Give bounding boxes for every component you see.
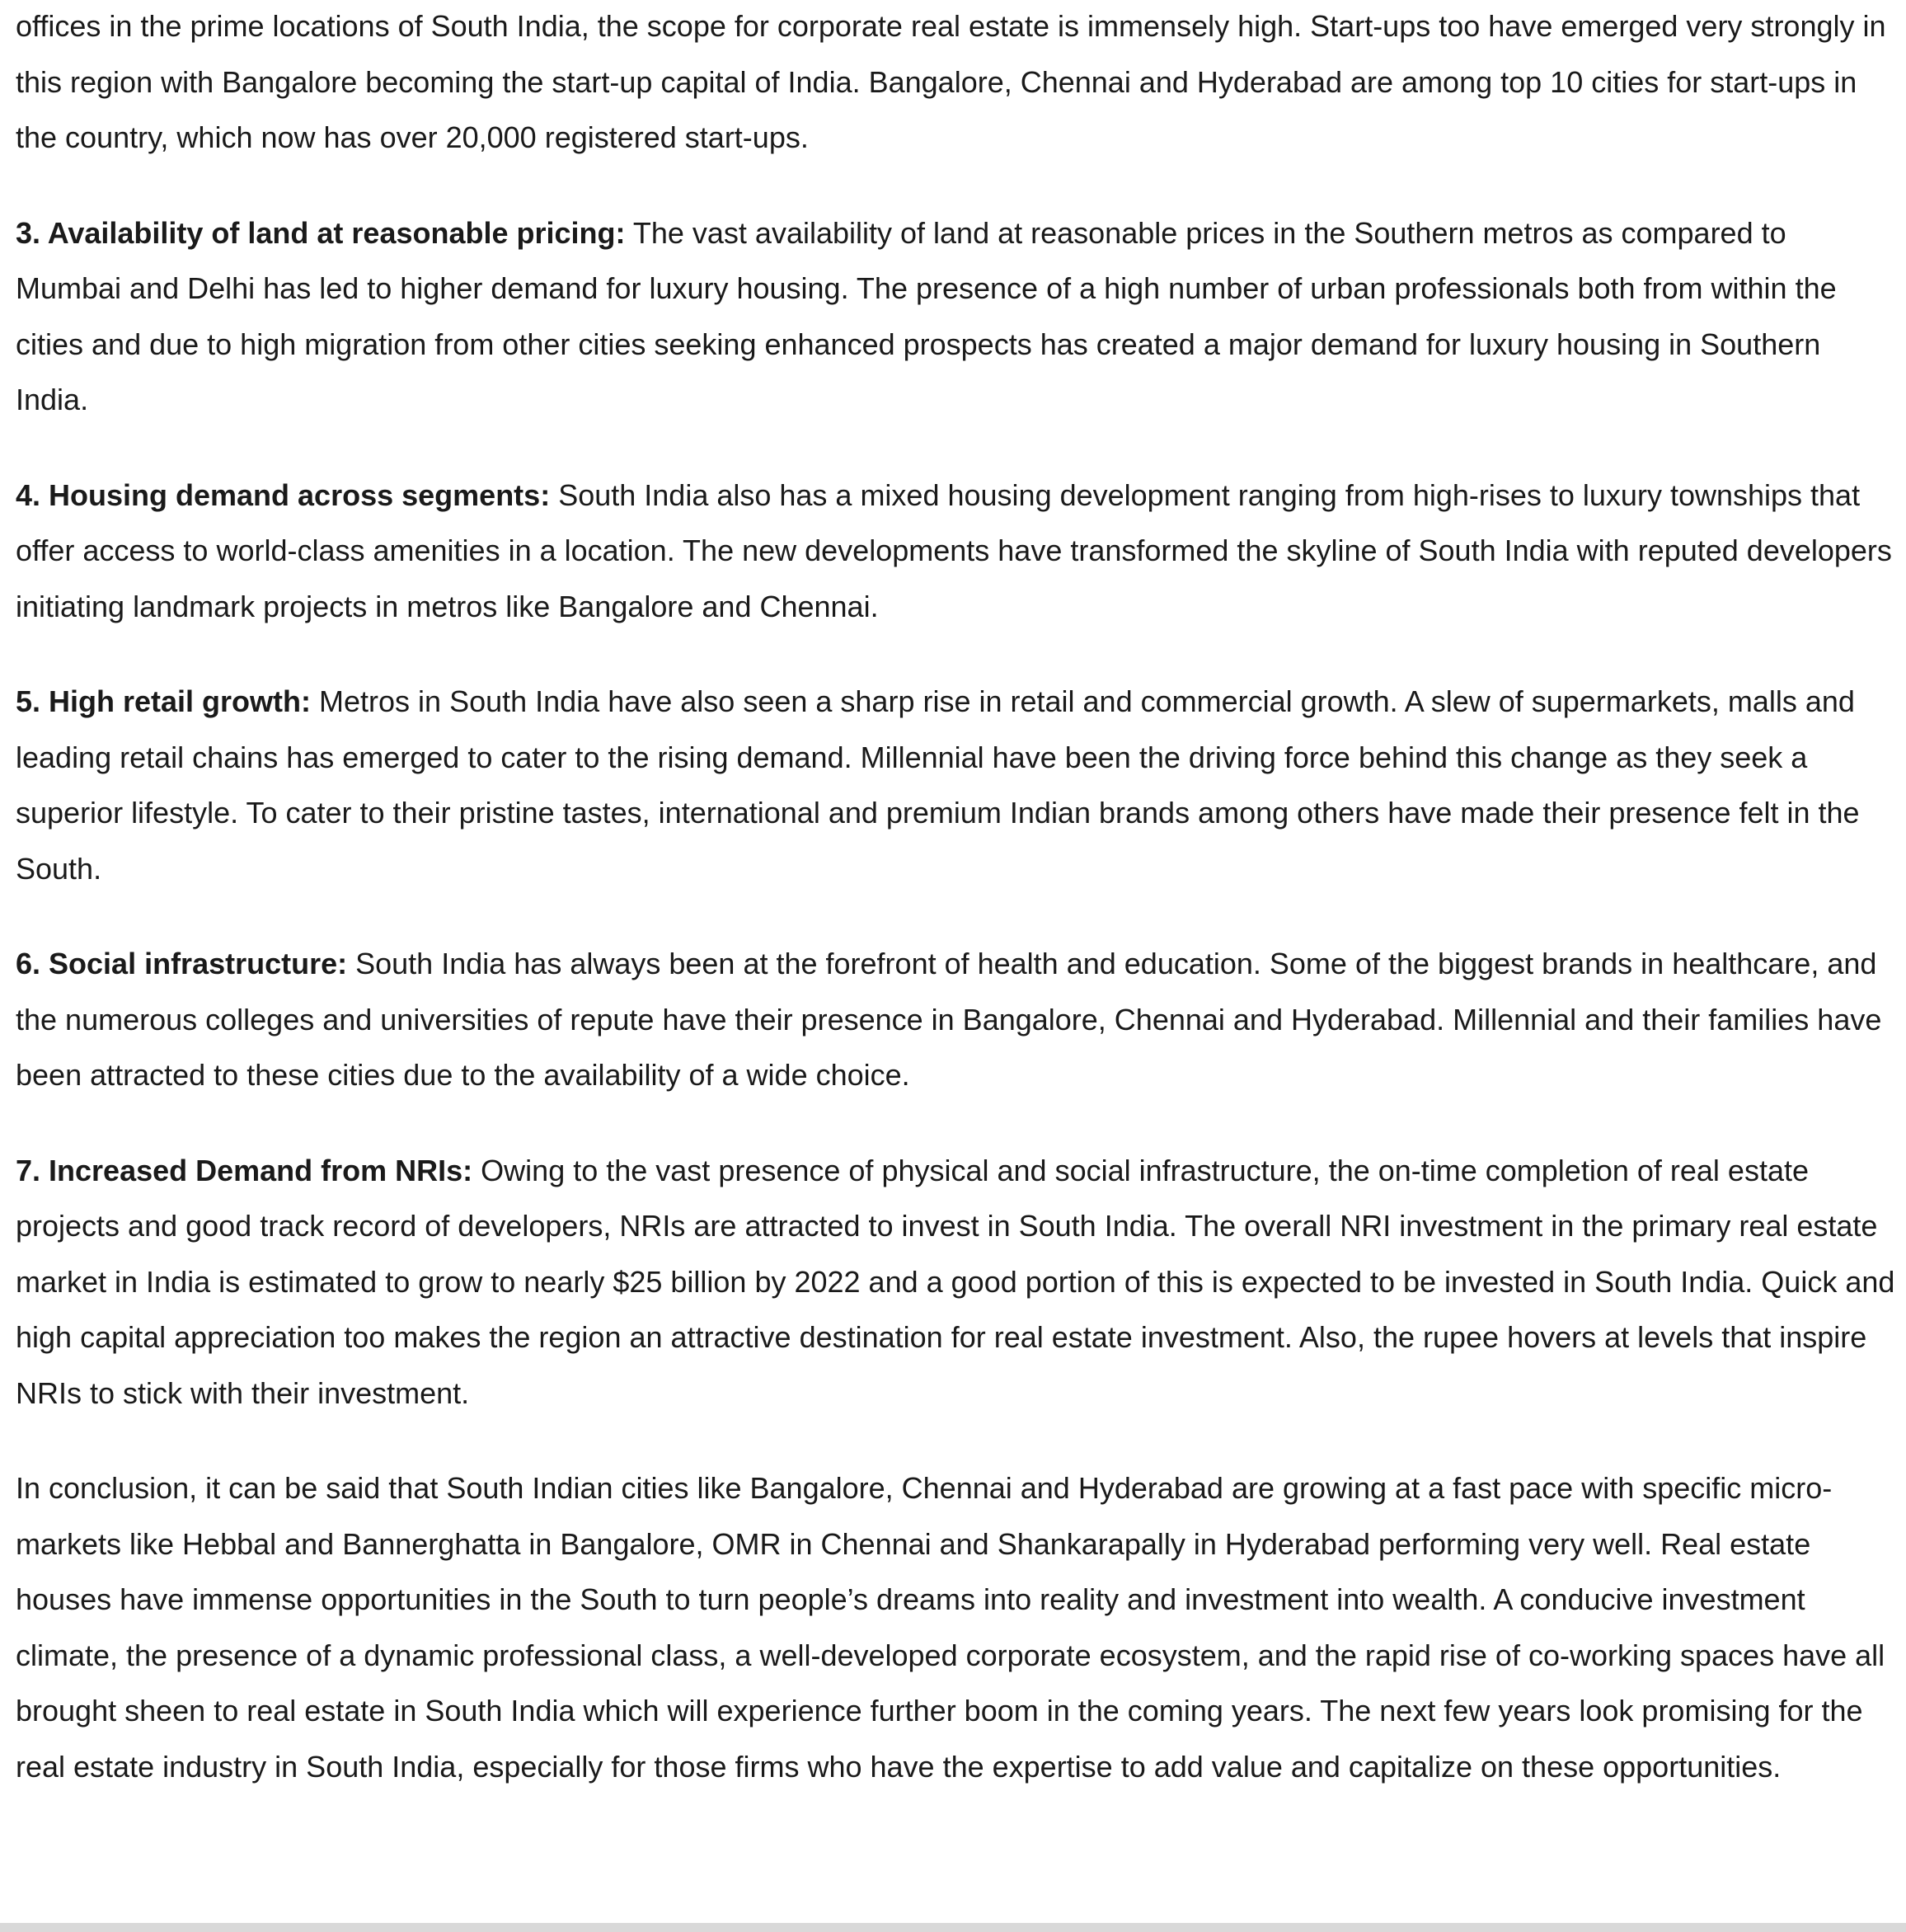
point-retail-growth: [16, 674, 1895, 896]
intro-paragraph: offices in the prime locations of South India, the scope for corporate real estate is immensely high. Start-ups too have emerged very strongly in this region with Bangalore becoming the start-up capital of India. Bangalore, Chennai and Hyderabad are among top 10 cities for start-ups in the country, which now has over 20,000 registered start-ups.: [16, 9, 1886, 154]
point-heading: 7. Increased Demand from NRIs:: [16, 1153, 473, 1187]
point-heading: 5. High retail growth:: [16, 684, 312, 718]
point-body: Metros in South India have also seen a sharp rise in retail and commercial growth. A slew of supermarkets, malls and leading retail chains has emerged to cater to the rising demand. Millennial have been the driving force behind this change as they seek a superior lifestyle. To cater to their pristine tastes, international and premium Indian brands among others have made their presence felt in the South.: [16, 684, 1860, 886]
point-housing-demand: [16, 468, 1895, 635]
point-land-pricing: [16, 205, 1895, 428]
point-body: South India has always been at the forefront of health and education. Some of the biggest brands in healthcare, and the numerous colleges and universities of repute have their presence in Bangalore, Chennai and Hyderabad. Millennial and their families have been attracted to these cities due to the availability of a wide choice.: [16, 947, 1882, 1092]
point-heading: 3. Availability of land at reasonable pricing:: [16, 215, 626, 250]
point-nri-demand: [16, 1143, 1895, 1422]
point-social-infrastructure: [16, 936, 1895, 1103]
point-body: Owing to the vast presence of physical and social infrastructure, the on-time completion of real estate projects and good track record of developers, NRIs are attracted to invest in South India. The overall NRI investment in the primary real estate market in India is estimated to grow to nearly $25 billion by 2022 and a good portion of this is expected to be invested in South India. Quick and high capital appreciation too makes the region an attractive destination for real estate investment. Also, the rupee hovers at levels that inspire NRIs to stick with their investment.: [16, 1153, 1895, 1410]
point-body: The vast availability of land at reasonable prices in the Southern metros as compared to Mumbai and Delhi has led to higher demand for luxury housing. The presence of a high number of urban professionals both from within the cities and due to high migration from other cities seeking enhanced prospects has created a major demand for luxury housing in Southern India.: [16, 215, 1837, 416]
point-body: South India also has a mixed housing development ranging from high-rises to luxury townships that offer access to world-class amenities in a location. The new developments have transformed the skyline of South India with reputed developers initiating landmark projects in metros like Bangalore and Chennai.: [16, 477, 1892, 623]
footer-divider: [0, 1923, 1906, 1932]
point-heading: 6. Social infrastructure:: [16, 947, 348, 980]
article-body: [16, 0, 1895, 1834]
point-heading: 4. Housing demand across segments:: [16, 477, 551, 512]
conclusion-paragraph: In conclusion, it can be said that South Indian cities like Bangalore, Chennai and Hyderabad are growing at a fast pace with specific micro-markets like Hebbal and Bannerghatta in Bangalore, OMR in Chennai and Shankarapally in Hyderabad performing very well. Real estate houses have immense opportunities in the South to turn people’s dreams into reality and investment into wealth. A conducive investment climate, the presence of a dynamic professional class, a well-developed corporate ecosystem, and the rapid rise of co-working spaces have all brought sheen to real estate in South India which will experience further boom in the coming years. The next few years look promising for the real estate industry in South India, especially for those firms who have the expertise to add value and capitalize on these opportunities.: [16, 1471, 1885, 1784]
